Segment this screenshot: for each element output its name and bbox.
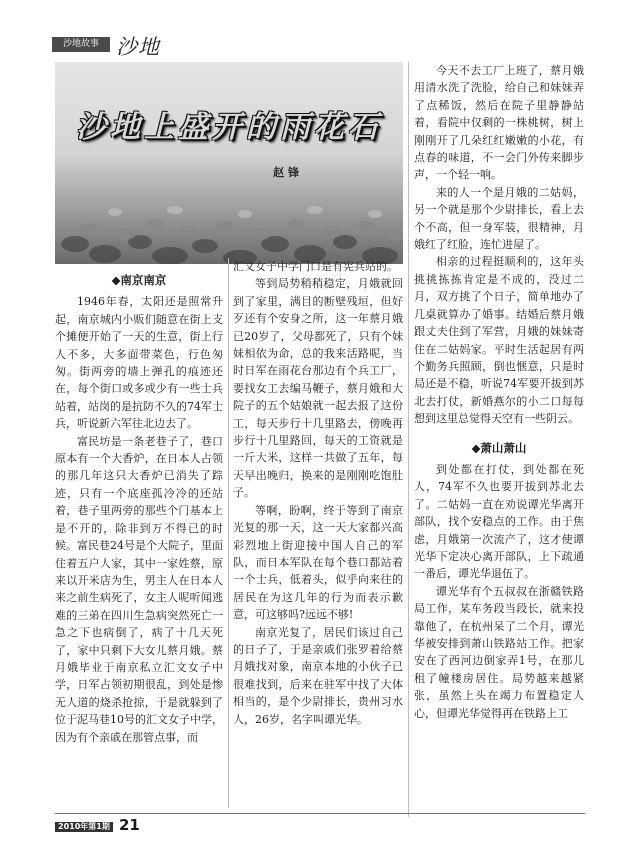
section-heading: ◆萧山萧山 bbox=[471, 440, 527, 455]
text-column-1 bbox=[55, 270, 223, 746]
column-brand: 沙地 bbox=[116, 35, 160, 59]
footer-rule bbox=[55, 813, 585, 814]
hero-image bbox=[55, 62, 403, 264]
paragraph: 1946年春，太阳还是照常升起，南京城内小贩们随意在街上支个摊便开始了一天的生意，街上行人不多，大多面带菜色，行色匆匆。街两旁的墙上弹孔的痕迹还在，每个街口或多或少有一些士兵站着，站岗的是抗防不久的74军士兵，听说新六军往北边去了。 bbox=[55, 295, 223, 431]
paragraph: 富民坊是一条老巷子了，巷口原本有一个大香炉，在日本人占领的那几年这只大香炉已消失了踪迹，只有一个底座孤冷冷的还站着，巷子里两旁的那些个门基本上是不开的，除非到万不得已的时候。富民巷24号是个大院子，里面住着五户人家，其中一家姓蔡，原来以开米店为生，男主人在日本人来之前生病死了，女主人呢听闻逃难的三弟在四川生急病突然死亡一急之下也病倒了，病了十几天死了，家中只剩下大女儿蔡月娥。蔡月娥毕业于南京私立汇文女子中学，日军占领初期很乱，到处是惨无人道的烧杀抢掠，于是就躲到了位于泥马巷10号的汇文女子中学，因为有个亲戚在那管点事，而 bbox=[55, 434, 223, 744]
column-divider bbox=[408, 62, 409, 817]
paragraph: 到处都在打仗，到处都在死人，74军不久也要开拔到苏北去了。二姑妈一直在劝说谭光华离开部队，找个安稳点的工作。由于焦虑，月娥第一次流产了，这才使谭光华下定决心离开部队，上下疏通一番后，谭光华退伍了。 bbox=[414, 462, 584, 581]
paragraph: 谭光华有个五叔叔在浙赣铁路局工作，某车务段当段长，就来投靠他了，在杭州呆了二个月，谭光华被安排到萧山铁路站工作。把家安在了西河边倒家弄1号，在那儿租了幢楼房居住。局势越来越紧张，虽然上头在竭力布置稳定人心，但谭光华觉得再在铁路上工 bbox=[414, 584, 584, 720]
article-title: 沙地上盛开的雨花石 bbox=[76, 110, 382, 145]
pebbles-illustration bbox=[55, 174, 403, 264]
page-number: 21 bbox=[119, 816, 140, 834]
paragraph: 来的人一个是月娥的二姑妈，另一个就是那个少尉排长，看上去个不高，但一身军装，很精神，月娥红了红脸，连忙进屋了。 bbox=[414, 185, 584, 252]
page-header bbox=[52, 34, 572, 59]
text-column-3 bbox=[414, 62, 584, 722]
paragraph: 今天不去工厂上班了，蔡月娥用清水洗了洗脸，给自己和妹妹弄了点稀饭，然后在院子里静静站着，看院中仅剩的一株桃树，树上刚刚开了几朵红红嫩嫩的小花，有点春的味道，不一会门外传来脚步声，一个轻一响。 bbox=[414, 64, 584, 182]
text-column-2 bbox=[233, 258, 403, 728]
paragraph: 相亲的过程挺顺利的，这年头挑挑拣拣肯定是不成的，没过二月，双方挑了个日子，简单地办了几桌就算办了婚事。结婚后蔡月娥跟丈夫住到了军营，月娥的妹妹寄住在二姑妈家。平时生活起居有两个勤务兵照顾，倒也惬意，只是时局还是不稳，听说74军要开拔到苏北去打仗，新婚燕尔的小二口每每想到这里总觉得天空有一些阴云。 bbox=[414, 255, 584, 426]
section-heading: ◆南京南京 bbox=[111, 273, 167, 287]
paragraph: 汇文女子中学门口是有宪兵站的。 bbox=[233, 260, 398, 273]
issue-label: 2010年第1期 bbox=[55, 822, 113, 832]
paragraph: 等到局势稍稍稳定，月娥就回到了家里，满目的断壁残垣，但好歹还有个安身之所，这一年蔡月娥已20岁了，父母都死了，只有个妹妹相依为命，总的我来活路呢，当时日军在雨花台那边有个兵工厂，要找女工去编马鞭子，蔡月娥和大院子的五个姑娘就一起去报了这份工，每天步行十几里路去，傍晚再步行十几里路回，每天的工资就是一斤大米，这样一共做了五年，每天早出晚归，换来的是刚刚吃饱肚子。 bbox=[233, 277, 403, 500]
paragraph: 等啊，盼啊，终于等到了南京光复的那一天，这一天大家都兴高彩烈地上街迎接中国人自己的军队，而日本军队在每个巷口都站着一个士兵，低着头，似乎向来往的居民在为这几年的行为而表示歉意，可这够吗?远远不够! bbox=[233, 503, 403, 622]
article-author: 赵锋 bbox=[273, 166, 303, 179]
column-tag: 沙地故事 bbox=[52, 37, 110, 52]
paragraph: 南京光复了，居民们该过自己的日子了，于是亲戚们张罗着给蔡月娥找对象，南京本地的小伙子已很难找到，后来在驻军中找了大体相当的，是个少尉排长，贵州习水人，26岁，名字叫谭光华。 bbox=[233, 625, 403, 726]
column-divider bbox=[228, 258, 229, 808]
